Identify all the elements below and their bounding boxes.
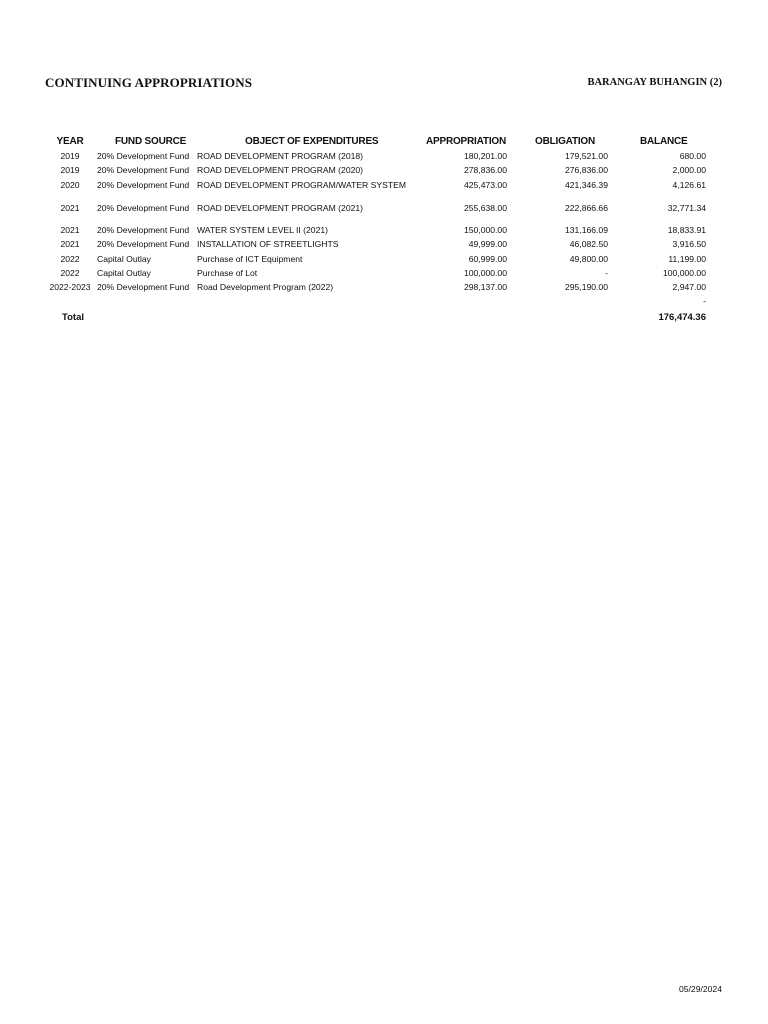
cell-balance: - <box>703 296 706 306</box>
cell-year: 2022 <box>60 254 80 264</box>
cell-balance: 2,947.00 <box>672 282 706 292</box>
table-row <box>0 149 768 163</box>
cell-appropriation: 60,999.00 <box>468 254 507 264</box>
cell-year: 2019 <box>60 151 80 161</box>
barangay-name: BARANGAY BUHANGIN (2) <box>587 77 722 88</box>
table-row <box>0 280 768 294</box>
cell-fund-source: 20% Development Fund <box>97 203 190 213</box>
cell-fund-source: 20% Development Fund <box>97 180 190 190</box>
cell-appropriation: 150,000.00 <box>463 225 507 235</box>
table-row <box>0 178 768 192</box>
cell-year: 2022-2023 <box>49 282 91 292</box>
cell-fund-source: Capital Outlay <box>97 254 151 264</box>
cell-fund-source: Capital Outlay <box>97 268 151 278</box>
cell-balance: 2,000.00 <box>672 165 706 175</box>
cell-obligation: 131,166.09 <box>564 225 608 235</box>
cell-balance: 680.00 <box>679 151 706 161</box>
table-row <box>0 223 768 237</box>
cell-balance: 3,916.50 <box>672 239 706 249</box>
table-row <box>0 237 768 251</box>
cell-obligation: 222,866.66 <box>564 203 608 213</box>
footer-date: 05/29/2024 <box>678 984 722 994</box>
cell-year: 2022 <box>60 268 80 278</box>
column-header-appropriation: APPROPRIATION <box>426 136 506 147</box>
cell-appropriation: 49,999.00 <box>468 239 507 249</box>
table-row <box>0 294 768 308</box>
table-row <box>0 163 768 177</box>
cell-obligation: 421,346.39 <box>564 180 608 190</box>
total-balance: 176,474.36 <box>658 312 706 323</box>
cell-year: 2021 <box>60 225 80 235</box>
cell-year: 2021 <box>60 239 80 249</box>
cell-object: ROAD DEVELOPMENT PROGRAM/WATER SYSTEM <box>197 180 406 190</box>
cell-object: WATER SYSTEM LEVEL II (2021) <box>197 225 329 235</box>
cell-object: Purchase of Lot <box>197 268 258 278</box>
cell-balance: 18,833.91 <box>667 225 706 235</box>
cell-balance: 100,000.00 <box>662 268 706 278</box>
cell-appropriation: 100,000.00 <box>463 268 507 278</box>
cell-year: 2021 <box>60 203 80 213</box>
total-label: Total <box>62 312 84 323</box>
cell-obligation: 179,521.00 <box>564 151 608 161</box>
cell-appropriation: 255,638.00 <box>463 203 507 213</box>
cell-obligation: 49,800.00 <box>569 254 608 264</box>
cell-appropriation: 278,836.00 <box>463 165 507 175</box>
cell-fund-source: 20% Development Fund <box>97 151 190 161</box>
column-header-balance: BALANCE <box>640 136 688 147</box>
cell-appropriation: 425,473.00 <box>463 180 507 190</box>
cell-object: ROAD DEVELOPMENT PROGRAM (2020) <box>197 165 364 175</box>
cell-obligation: 276,836.00 <box>564 165 608 175</box>
cell-fund-source: 20% Development Fund <box>97 239 190 249</box>
cell-object: ROAD DEVELOPMENT PROGRAM (2018) <box>197 151 364 161</box>
table-row <box>0 252 768 266</box>
cell-object: ROAD DEVELOPMENT PROGRAM (2021) <box>197 203 364 213</box>
cell-balance: 11,199.00 <box>668 254 706 264</box>
column-header-obligation: OBLIGATION <box>535 136 596 147</box>
cell-object: Purchase of ICT Equipment <box>197 254 303 264</box>
column-header-object-of-expenditures: OBJECT OF EXPENDITURES <box>245 136 379 147</box>
table-row <box>0 201 768 215</box>
page-title: CONTINUING APPROPRIATIONS <box>45 75 253 90</box>
cell-appropriation: 180,201.00 <box>463 151 507 161</box>
cell-obligation: 46,082.50 <box>569 239 608 249</box>
cell-object: Road Development Program (2022) <box>197 282 334 292</box>
cell-year: 2019 <box>60 165 80 175</box>
cell-fund-source: 20% Development Fund <box>97 225 190 235</box>
column-header-fund-source: FUND SOURCE <box>115 136 187 147</box>
cell-fund-source: 20% Development Fund <box>97 282 190 292</box>
column-header-year: YEAR <box>56 136 84 147</box>
table-header <box>0 135 768 149</box>
cell-year: 2020 <box>60 180 80 190</box>
cell-object: INSTALLATION OF STREETLIGHTS <box>197 239 339 249</box>
cell-obligation: 295,190.00 <box>564 282 608 292</box>
cell-balance: 32,771.34 <box>667 203 706 213</box>
cell-obligation: - <box>605 268 608 278</box>
table-row <box>0 266 768 280</box>
cell-appropriation: 298,137.00 <box>463 282 507 292</box>
cell-fund-source: 20% Development Fund <box>97 165 190 175</box>
cell-balance: 4,126.61 <box>672 180 706 190</box>
